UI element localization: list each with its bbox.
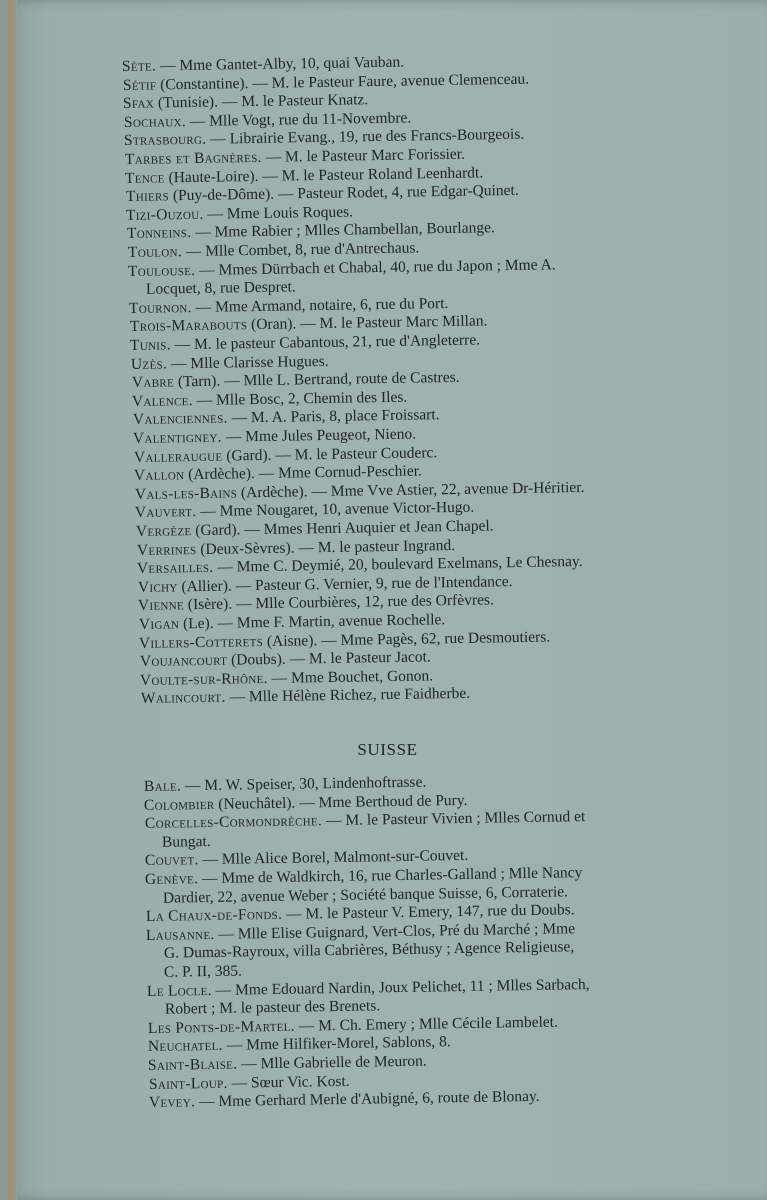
- entry-text: — Mme Jules Peugeot, Nieno.: [221, 425, 417, 446]
- entry-city: Corcelles-Cormondrèche.: [144, 812, 322, 833]
- entry-city: Le Locle.: [147, 981, 213, 1000]
- entry-city: Vallon: [134, 466, 185, 485]
- entry-text: (Allier). — Pasteur G. Vernier, 9, rue de l'Intendance.: [177, 572, 513, 596]
- entry-city: Toulouse.: [127, 261, 196, 280]
- entry-text: (Deux-Sèvres). — M. le pasteur Ingrand.: [195, 536, 455, 558]
- entry-text: (Oran). — M. le Pasteur Marc Millan.: [246, 312, 488, 334]
- entry-text: (Aisne). — Mme Pagès, 62, rue Desmoutiers.: [263, 628, 551, 650]
- entry-city: Tizi-Ouzou.: [126, 205, 205, 224]
- entry-text: — Mlle Alice Borel, Malmont-sur-Couvet.: [198, 847, 469, 869]
- entry-text: — Mme Louis Roques.: [203, 203, 354, 223]
- entry-text: — M. le pasteur Cabantous, 21, rue d'Angleterre.: [171, 331, 481, 354]
- entry-text: — Mlle Elise Guignard, Vert-Clos, Pré du Marché ; Mme: [214, 920, 576, 943]
- entry-text: (Tunisie). — M. le Pasteur Knatz.: [153, 91, 369, 112]
- entry-city: Voujancourt: [139, 651, 228, 671]
- entry-text: (Constantine). — M. le Pasteur Faure, avenue Clemenceau.: [155, 70, 529, 94]
- entry-text: (Isère). — Mlle Courbières, 12, rue des Orfèvres.: [184, 591, 495, 614]
- entry-city: Vauvert.: [135, 503, 197, 522]
- entry-text: — Mme Nougaret, 10, avenue Victor-Hugo.: [196, 499, 475, 521]
- entry-continuation: G. Dumas-Rayroux, villa Cabrières, Béthusy ; Agence Religieuse,: [163, 938, 574, 963]
- entry-city: Genève.: [145, 870, 199, 888]
- entry-text: — Mlle Combet, 8, rue d'Antrechaus.: [181, 239, 420, 261]
- entry-city: Versailles.: [136, 558, 214, 578]
- entry-city: Vabre: [131, 373, 174, 392]
- section-title-suisse: SUISSE: [357, 740, 418, 759]
- entry-city: Valence.: [131, 391, 194, 410]
- entry-text: (Neuchâtel). — Mme Berthoud de Pury.: [214, 791, 468, 813]
- entry-city: Tunis.: [130, 336, 172, 354]
- entry-city: Vienne: [138, 596, 185, 615]
- entry-text: (Gard). — Mmes Henri Auquier et Jean Chapel.: [191, 517, 494, 540]
- entry-text: — Mmes Dürrbach et Chabal, 40, rue du Japon ; Mme A.: [195, 255, 556, 279]
- entry-city: Couvet.: [145, 851, 199, 870]
- entry-city: Vigan: [138, 615, 180, 633]
- entry-city: Vergèze: [135, 522, 192, 540]
- entry-city: Sétif: [122, 76, 157, 94]
- entry-city: Tonneins.: [126, 224, 192, 243]
- entry-text: (Tarn). — Mlle L. Bertrand, route de Castres.: [173, 369, 460, 391]
- entry-text: — M. Ch. Emery ; Mlle Cécile Lambelet.: [294, 1013, 558, 1035]
- entry-text: — Mme de Waldkirch, 16, rue Charles-Galland ; Mlle Nancy: [198, 864, 583, 888]
- entry-text: (Le). — Mme F. Martin, avenue Rochelle.: [178, 611, 446, 633]
- entry-city: Vichy: [137, 578, 178, 596]
- entry-text: (Gard). — M. le Pasteur Couderc.: [222, 443, 438, 465]
- entry-city: Sochaux.: [123, 112, 186, 131]
- entry-text: — Sœur Vic. Kost.: [227, 1072, 350, 1092]
- entry-city: Uzès.: [130, 355, 168, 373]
- entry-city: Walincourt.: [140, 689, 226, 708]
- entry-city: Tarbes et Bagnères.: [124, 148, 262, 168]
- entry-continuation: Robert ; M. le pasteur des Brenets.: [164, 997, 380, 1018]
- entry-text: — Mlle Hélène Richez, rue Faidherbe.: [225, 685, 471, 707]
- entry-text: — M. W. Speiser, 30, Lindenhoftrasse.: [180, 773, 427, 795]
- entry-city: Trois-Marabouts: [129, 316, 248, 336]
- entry-city: Saint-Blaise.: [148, 1055, 238, 1074]
- entry-text: — Mme Armand, notaire, 6, rue du Port.: [191, 294, 449, 316]
- entry-city: La Chaux-de-Fonds.: [145, 906, 283, 926]
- entry-city: Vals-les-Bains: [134, 484, 238, 503]
- entry-city: Strasbourg.: [124, 131, 207, 150]
- entry-text: — Mlle Clarisse Hugues.: [166, 352, 329, 373]
- entry-city: Les Ponts-de-Martel.: [147, 1017, 295, 1037]
- entry-city: Sète.: [121, 57, 157, 75]
- entry-text: — M. le Pasteur V. Emery, 147, rue du Doubs.: [282, 901, 575, 924]
- entry-text: — Mme Bouchet, Gonon.: [268, 667, 434, 687]
- entry-city: Colombier: [144, 795, 215, 814]
- entry-text: — M. A. Paris, 8, place Froissart.: [227, 406, 440, 427]
- entry-city: Lausanne.: [146, 925, 216, 944]
- entry-text: (Ardèche). — Mme Vve Astier, 22, avenue Dr-Héritier.: [236, 478, 585, 502]
- entry-text: — Mme Gerhard Merle d'Aubigné, 6, route de Blonay.: [195, 1088, 540, 1111]
- entry-city: Sfax: [122, 94, 155, 113]
- entry-text: — M. le Pasteur Vivien ; Mlles Cornud et: [321, 808, 585, 830]
- entry-text: — Mme Hilfiker-Morel, Sablons, 8.: [222, 1033, 451, 1055]
- entry-city: Saint-Loup.: [148, 1074, 228, 1093]
- entry-city: Vevey.: [148, 1093, 196, 1112]
- entry-text: (Doubs). — M. le Pasteur Jacot.: [226, 648, 431, 669]
- entry-text: — M. le Pasteur Marc Forissier.: [261, 145, 465, 166]
- entry-text: (Puy-de-Dôme). — Pasteur Rodet, 4, rue Edgar-Quinet.: [168, 182, 519, 205]
- entry-city: Valleraugue: [133, 447, 223, 466]
- entry-text: — Librairie Evang., 19, rue des Francs-Bourgeois.: [206, 126, 525, 149]
- entry-city: Valentigney.: [133, 428, 223, 447]
- entry-text: — Mlle Gabrielle de Meuron.: [237, 1052, 428, 1073]
- entry-continuation: Dardier, 22, avenue Weber ; Société banque Suisse, 6, Corraterie.: [162, 882, 568, 907]
- entry-text: — Mme Gantet-Alby, 10, quai Vauban.: [156, 53, 405, 75]
- entry-city: Neuchatel.: [147, 1037, 224, 1056]
- entry-continuation: Locquet, 8, rue Despret.: [145, 278, 296, 298]
- entry-text: — Mme Rabier ; Mlles Chambellan, Bourlange.: [191, 219, 495, 242]
- entry-text: — Mme Edouard Nardin, Joux Pelichet, 11 ; Mlles Sarbach,: [211, 975, 590, 999]
- book-page: [8, 0, 767, 1200]
- entry-city: Tournon.: [129, 298, 193, 317]
- entry-city: Tence: [125, 168, 166, 187]
- entry-continuation: Bungat.: [161, 832, 211, 851]
- entry-city: Voulte-sur-Rhône.: [140, 669, 269, 689]
- entry-continuation: C. P. II, 385.: [163, 962, 242, 981]
- entry-city: Villers-Cotterets: [139, 632, 264, 652]
- entry-text: — Mlle Bosc, 2, Chemin des Iles.: [192, 388, 408, 409]
- entry-city: Bale.: [143, 777, 182, 795]
- entry-city: Verrines: [136, 540, 197, 559]
- entry-city: Toulon.: [127, 243, 182, 261]
- entry-city: Thiers: [125, 187, 170, 206]
- directory-text: [8, 0, 767, 1200]
- entry-text: (Ardèche). — Mme Cornud-Peschier.: [184, 462, 423, 484]
- entry-text: — Mme C. Deymié, 20, boulevard Exelmans, Le Chesnay.: [213, 553, 583, 576]
- entry-city: Valenciennes.: [132, 409, 228, 429]
- entry-text: — Mlle Vogt, rue du 11-Novembre.: [185, 109, 412, 130]
- entry-text: (Haute-Loire). — M. le Pasteur Roland Leenhardt.: [164, 163, 484, 186]
